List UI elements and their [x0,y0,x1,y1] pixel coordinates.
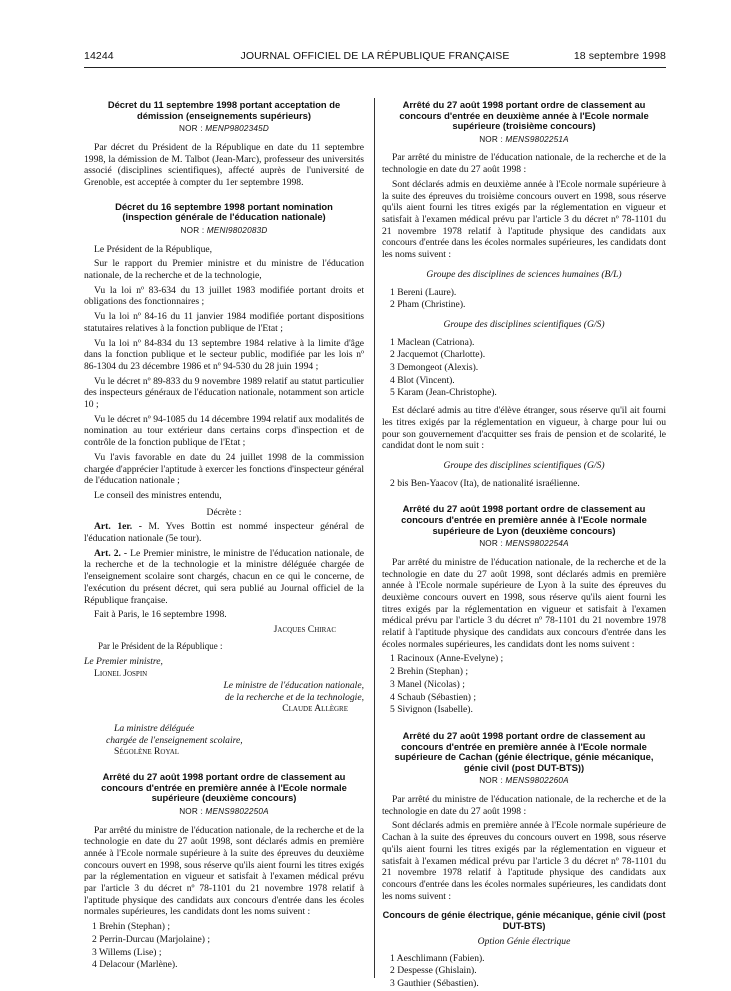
article-body: Par arrêté du ministre de l'éducation nationale, de la recherche et de la technologie en date du 27 août 1998, sont déclarés admis en première année à l'Ecole normale supérieure à la suite des épreuves du deuxième concours ouvert en 1998, sous réserve qu'ils aient fourni les titres exigés par la réglementation en vigueur et satisfait à l'examen médical prévu par l'article 3 du décret nº 78-1101 du 21 novembre 1978 relatif à l'aptitude physique des candidats aux concours d'entrée dans les écoles normales supérieures, les candidats dont les noms suivent : [84,824,364,918]
list-item: 3 Demongeot (Alexis). [390,362,479,374]
article-title: Arrêté du 27 août 1998 portant ordre de classement au concours d'entrée en première année à l'Ecole normale supérieure de Cachan (génie électrique, génie mécanique, génie civil (post DUT-BTS)) [394,729,654,773]
left-column [84,100,364,972]
list-item: 3 Willems (Lise) ; [92,946,162,958]
body-paragraph: Vu la loi nº 84-16 du 11 janvier 1984 modifiée portant dispositions statutaires relatives à la fonction publique de l'Etat ; [84,311,364,334]
ministre-deleguee-name: Ségolène Royal [114,746,180,758]
article-title: Arrêté du 27 août 1998 portant ordre de classement au concours d'entrée en première année à l'Ecole normale supérieure (deuxième concours) [101,771,347,804]
list-item: 5 Sivignon (Isabelle). [390,704,473,716]
list-item: 1 Bereni (Laure). [390,286,457,298]
list-item: 5 Karam (Jean-Christophe). [390,387,497,399]
nor-label: NOR : [179,806,203,816]
body-paragraph: Est déclaré admis au titre d'élève étranger, sous réserve qu'il ait fourni les titres exigés par la réglementation en vigueur, à charge pour lui ou pour son gouvernement d'acquitter ses frais de pension et de scolarité, le candidat dont le nom suit : [382,405,666,452]
ministre-name: Claude Allègre [282,703,348,715]
list-item: 2 Brehin (Stephan) ; [390,666,469,678]
article-2-label: Art. 2. - [94,547,128,559]
list-item: 1 Maclean (Catriona). [390,336,475,348]
list-item: 4 Blot (Vincent). [390,374,455,386]
nor-reference [84,123,364,135]
list-item: 3 Gauthier (Sébastien). [390,978,479,990]
nor-reference [382,538,666,550]
ministre-deleguee-title-line2: chargée de l'enseignement scolaire, [106,734,243,746]
signature-president: Jacques Chirac [273,623,336,635]
group-heading: Groupe des disciplines scientifiques (G/S) [443,318,605,330]
body-paragraph: Vu le décret nº 94-1085 du 14 décembre 1994 relatif aux modalités de nomination au tour extérieur dans certains corps d'inspection et de contrôle de la fonction publique de l'Etat ; [84,413,364,449]
article-body: Par arrêté du ministre de l'éducation nationale, de la recherche et de la technologie en date du 27 août 1998, sont déclarés admis en première année à l'Ecole normale supérieure de Lyon à la suite des épreuves du deuxième concours ouvert en 1998, sous réserve qu'ils aient fourni les titres exigés par la réglementation en vigueur et satisfait à l'examen médical prévu par l'article 3 du décret nº 78-1101 du 21 novembre 1978 relatif à l'aptitude physique des candidats aux concours d'entrée dans les écoles normales supérieures, les candidats dont les noms suivent : [382,556,666,650]
nor-code: MENS9802260A [505,776,569,786]
body-paragraph: Vu l'avis favorable en date du 24 juillet 1998 de la commission chargée d'apprécier l'aptitude à exercer les fonctions d'inspecteur général de l'éducation nationale ; [84,451,364,487]
nor-reference [382,775,666,787]
right-column [382,100,666,991]
fait-line: Fait à Paris, le 16 septembre 1998. [94,609,227,621]
body-paragraph: Vu la loi nº 84-834 du 13 septembre 1984 relative à la limite d'âge dans la fonction publique et le secteur public, modifiée par les lois nº 86-1304 du 23 décembre 1986 et nº 94-530 du 28 juin 1994 ; [84,337,364,372]
journal-title: JOURNAL OFFICIEL DE LA RÉPUBLIQUE FRANÇAISE [240,50,510,62]
nor-reference [84,806,364,818]
body-paragraph: Vu la loi nº 83-634 du 13 juillet 1983 modifiée portant droits et obligations des fonctionnaires ; [84,284,364,308]
list-item: 3 Manel (Nicolas) ; [390,678,465,690]
nor-label: NOR : [479,539,503,549]
group-heading: Groupe des disciplines scientifiques (G/S) [443,459,605,471]
option-heading: Option Génie électrique [477,935,571,947]
page-number: 14244 [84,50,114,62]
article-1-text: M. Yves Bottin est nommé inspecteur général de l'éducation nationale (5e tour). [84,521,364,545]
nor-label: NOR : [180,225,205,235]
ministre-deleguee-title-line1: La ministre déléguée [114,722,195,734]
column-divider [374,98,375,978]
nor-code: MENS9802250A [205,806,269,816]
nor-reference [382,134,666,146]
list-item: 2 Despesse (Ghislain). [390,965,477,977]
list-item: 4 Delacour (Marlène). [92,959,178,971]
ministre-title-line2: de la recherche et de la technologie, [224,691,364,703]
nor-code: MENS9802254A [505,539,569,549]
ministre-title-line1: Le ministre de l'éducation nationale, [223,679,364,691]
nor-label: NOR : [178,124,203,134]
body-paragraph: Par arrêté du ministre de l'éducation nationale, de la recherche et de la technologie en date du 27 août 1998 : [382,794,666,817]
par-le-president: Par le Président de la République : [98,640,223,651]
article-title: Arrêté du 27 août 1998 portant ordre de classement au concours d'entrée en deuxième année à l'Ecole normale supérieure (troisième concours) [399,99,649,132]
body-paragraph: Vu le décret nº 89-833 du 9 novembre 1989 relatif au statut particulier des inspecteurs généraux de l'éducation nationale, notamment son article 10 ; [84,375,364,411]
group-heading: Groupe des disciplines de sciences humaines (B/L) [426,268,622,280]
page-header [84,50,666,68]
article-body: Par décret du Président de la République en date du 11 septembre 1998, la démission de M. Talbot (Jean-Marc), professeur des universités associé (disciplines scientifiques), affecté auprès de l'université de Grenoble, est acceptée à compter du 1er septembre 1998. [84,141,364,188]
decrete-heading: Décrète : [206,506,242,518]
list-item: 2 bis Ben-Yaacov (Ita), de nationalité israélienne. [390,477,580,489]
article-title: Décret du 11 septembre 1998 portant acceptation de démission (enseignements supérieurs) [107,99,341,121]
article-title: Arrêté du 27 août 1998 portant ordre de classement au concours d'entrée en première année à l'Ecole normale supérieure de Lyon (deuxième concours) [401,503,647,536]
body-paragraph: Le conseil des ministres entendu, [94,489,222,501]
list-item: 4 Schaub (Sébastien) ; [390,691,477,703]
article-2-text: Le Premier ministre, le ministre de l'éducation nationale, de la recherche et de la technologie et la ministre déléguée chargée de l'enseignement scolaire sont chargés, chacun en ce qui le concerne, de l'exécution du présent décret, qui sera publié au Journal officiel de la République française. [84,547,364,606]
body-paragraph: Sont déclarés admis en deuxième année à l'Ecole normale supérieure à la suite des épreuves du troisième concours ouvert en 1998, sous réserve qu'ils aient fourni les titres exigés par la réglementation en vigueur et satisfait à l'examen médical prévu par l'article 3 du décret nº 78-1101 du 21 novembre 1978 relatif à l'aptitude physique des candidats aux concours d'entrée dans les écoles normales supérieures, les candidats dont les noms suivent : [382,178,666,261]
issue-date: 18 septembre 1998 [573,50,666,62]
list-item: 2 Pham (Christine). [390,299,466,311]
concours-subheading: Concours de génie électrique, génie mécanique, génie civil (post DUT-BTS) [382,910,666,932]
nor-code: MENP9802345D [205,124,270,134]
nor-code: MENI9802083D [206,225,268,235]
article-1-label: Art. 1er. - [94,521,142,533]
nor-code: MENS9802251A [505,134,569,144]
header-rule [84,67,666,68]
list-item: 2 Perrin-Durcau (Marjolaine) ; [92,933,211,945]
body-paragraph: Sur le rapport du Premier ministre et du ministre de l'éducation nationale, de la recherche et de la technologie, [84,258,364,281]
nor-label: NOR : [479,776,503,786]
body-paragraph: Le Président de la République, [94,243,213,255]
article-2 [84,548,364,607]
article-1 [84,521,364,544]
premier-ministre-name: Lionel Jospin [94,668,148,680]
article-title: Décret du 16 septembre 1998 portant nomination (inspection générale de l'éducation nationale) [115,200,333,223]
list-item: 1 Racinoux (Anne-Evelyne) ; [390,653,504,665]
list-item: 1 Aeschlimann (Fabien). [390,952,485,964]
nor-reference [84,225,364,237]
list-item: 2 Jacquemot (Charlotte). [390,349,486,361]
nor-label: NOR : [479,134,503,144]
body-paragraph: Sont déclarés admis en première année à l'Ecole normale supérieure de Cachan à la suite des épreuves du concours ouvert en 1998, sous réserve qu'ils aient fourni les titres exigés par la réglementation en vigueur et satisfait à l'examen médical prévu par l'article 3 du décret nº 78-1101 du 21 novembre 1978 relatif à l'aptitude physique des candidats aux concours d'entrée dans les écoles normales supérieures, les candidats dont les noms suivent : [382,820,666,902]
body-paragraph: Par arrêté du ministre de l'éducation nationale, de la recherche et de la technologie en date du 27 août 1998 : [382,152,666,176]
premier-ministre-title: Le Premier ministre, [84,656,163,668]
list-item: 1 Brehin (Stephan) ; [92,921,171,933]
